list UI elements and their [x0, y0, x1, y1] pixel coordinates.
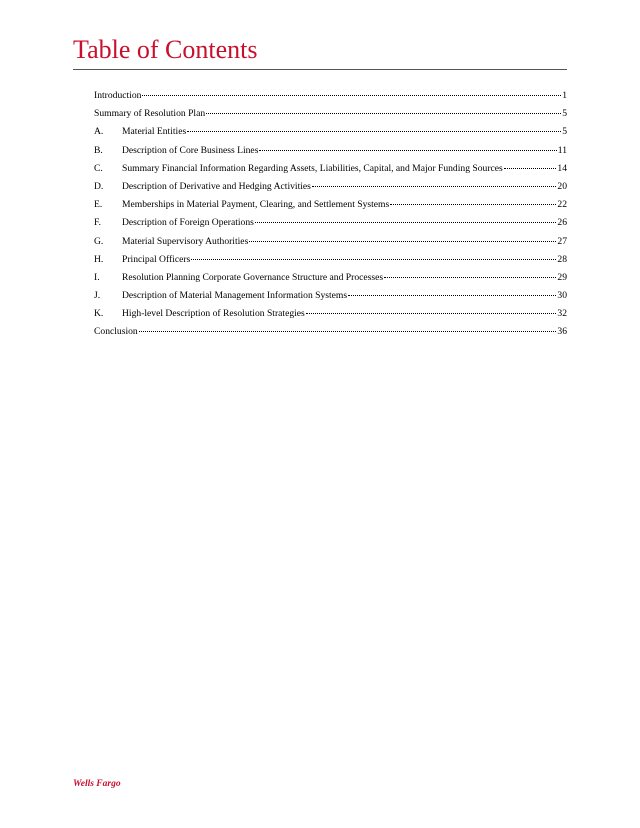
- toc-entry-title[interactable]: Introduction: [94, 90, 142, 101]
- toc-dot-leader: [206, 113, 561, 114]
- toc-entry-title[interactable]: Resolution Planning Corporate Governance Structure and Processes: [122, 271, 384, 283]
- toc-entry-page-number[interactable]: 11: [557, 144, 567, 156]
- toc-entry-title[interactable]: Principal Officers: [122, 253, 191, 265]
- toc-entry-page-number[interactable]: 29: [557, 271, 567, 283]
- toc-entry-letter: H.: [94, 253, 104, 265]
- toc-entry-title[interactable]: Conclusion: [94, 326, 138, 338]
- toc-entry-letter: D.: [94, 180, 104, 192]
- table-of-contents: [94, 87, 567, 342]
- toc-entry-page-number[interactable]: 5: [562, 108, 567, 120]
- toc-entry-page-number[interactable]: 30: [557, 290, 567, 302]
- toc-entry[interactable]: [94, 287, 567, 305]
- toc-entry-title[interactable]: Summary of Resolution Plan: [94, 108, 206, 120]
- toc-entry-title[interactable]: Description of Material Management Information Systems: [122, 290, 348, 302]
- toc-dot-leader: [142, 95, 561, 96]
- toc-entry[interactable]: [94, 269, 567, 287]
- toc-entry-page-number[interactable]: 27: [557, 235, 567, 247]
- toc-entry-letter: G.: [94, 235, 104, 247]
- toc-entry-page-number[interactable]: 14: [557, 162, 567, 174]
- toc-entry[interactable]: [94, 323, 567, 341]
- page-title: Table of Contents: [73, 35, 258, 64]
- toc-entry-page-number[interactable]: 26: [557, 217, 567, 229]
- toc-entry-letter: B.: [94, 144, 103, 156]
- toc-entry-page-number[interactable]: 5: [562, 126, 567, 138]
- toc-entry[interactable]: [94, 142, 567, 160]
- toc-dot-leader: [348, 295, 556, 296]
- toc-entry[interactable]: [94, 251, 567, 269]
- toc-dot-leader: [259, 150, 556, 151]
- toc-entry-letter: K.: [94, 308, 104, 320]
- toc-entry[interactable]: [94, 87, 567, 105]
- toc-entry-letter: C.: [94, 162, 103, 174]
- toc-entry-title[interactable]: Description of Core Business Lines: [122, 144, 259, 156]
- toc-entry[interactable]: [94, 196, 567, 214]
- toc-dot-leader: [187, 131, 561, 132]
- toc-entry-title[interactable]: Summary Financial Information Regarding Assets, Liabilities, Capital, and Major Funding Sources: [122, 162, 503, 174]
- toc-entry-title[interactable]: Description of Derivative and Hedging Activities: [122, 180, 311, 192]
- title-divider: [73, 69, 567, 70]
- toc-dot-leader: [504, 168, 557, 169]
- toc-entry[interactable]: [94, 105, 567, 123]
- toc-entry[interactable]: [94, 233, 567, 251]
- toc-dot-leader: [249, 241, 556, 242]
- toc-entry-title[interactable]: Memberships in Material Payment, Clearing, and Settlement Systems: [122, 199, 390, 211]
- toc-dot-leader: [255, 222, 557, 223]
- toc-entry-page-number[interactable]: 1: [562, 90, 567, 101]
- toc-entry-title[interactable]: Material Supervisory Authorities: [122, 235, 249, 247]
- toc-entry-page-number[interactable]: 36: [557, 326, 567, 338]
- toc-entry-letter: A.: [94, 126, 104, 138]
- toc-entry-letter: I.: [94, 271, 100, 283]
- toc-entry[interactable]: [94, 305, 567, 323]
- toc-entry[interactable]: [94, 160, 567, 178]
- toc-entry-page-number[interactable]: 28: [557, 253, 567, 265]
- toc-entry-page-number[interactable]: 22: [557, 199, 567, 211]
- toc-entry[interactable]: [94, 178, 567, 196]
- toc-entry-page-number[interactable]: 32: [557, 308, 567, 320]
- toc-entry[interactable]: [94, 214, 567, 232]
- toc-dot-leader: [384, 277, 556, 278]
- toc-entry-title[interactable]: High-level Description of Resolution Strategies: [122, 308, 305, 320]
- toc-dot-leader: [306, 313, 557, 314]
- toc-entry-title[interactable]: Description of Foreign Operations: [122, 217, 254, 229]
- toc-dot-leader: [312, 186, 557, 187]
- toc-dot-leader: [191, 259, 556, 260]
- footer-brand: Wells Fargo: [73, 779, 121, 789]
- toc-entry-letter: F.: [94, 217, 101, 229]
- toc-entry-letter: J.: [94, 290, 101, 302]
- toc-dot-leader: [139, 331, 557, 332]
- toc-entry-letter: E.: [94, 199, 103, 211]
- toc-entry[interactable]: [94, 123, 567, 141]
- toc-entry-title[interactable]: Material Entities: [122, 126, 187, 138]
- toc-entry-page-number[interactable]: 20: [557, 180, 567, 192]
- toc-dot-leader: [390, 204, 556, 205]
